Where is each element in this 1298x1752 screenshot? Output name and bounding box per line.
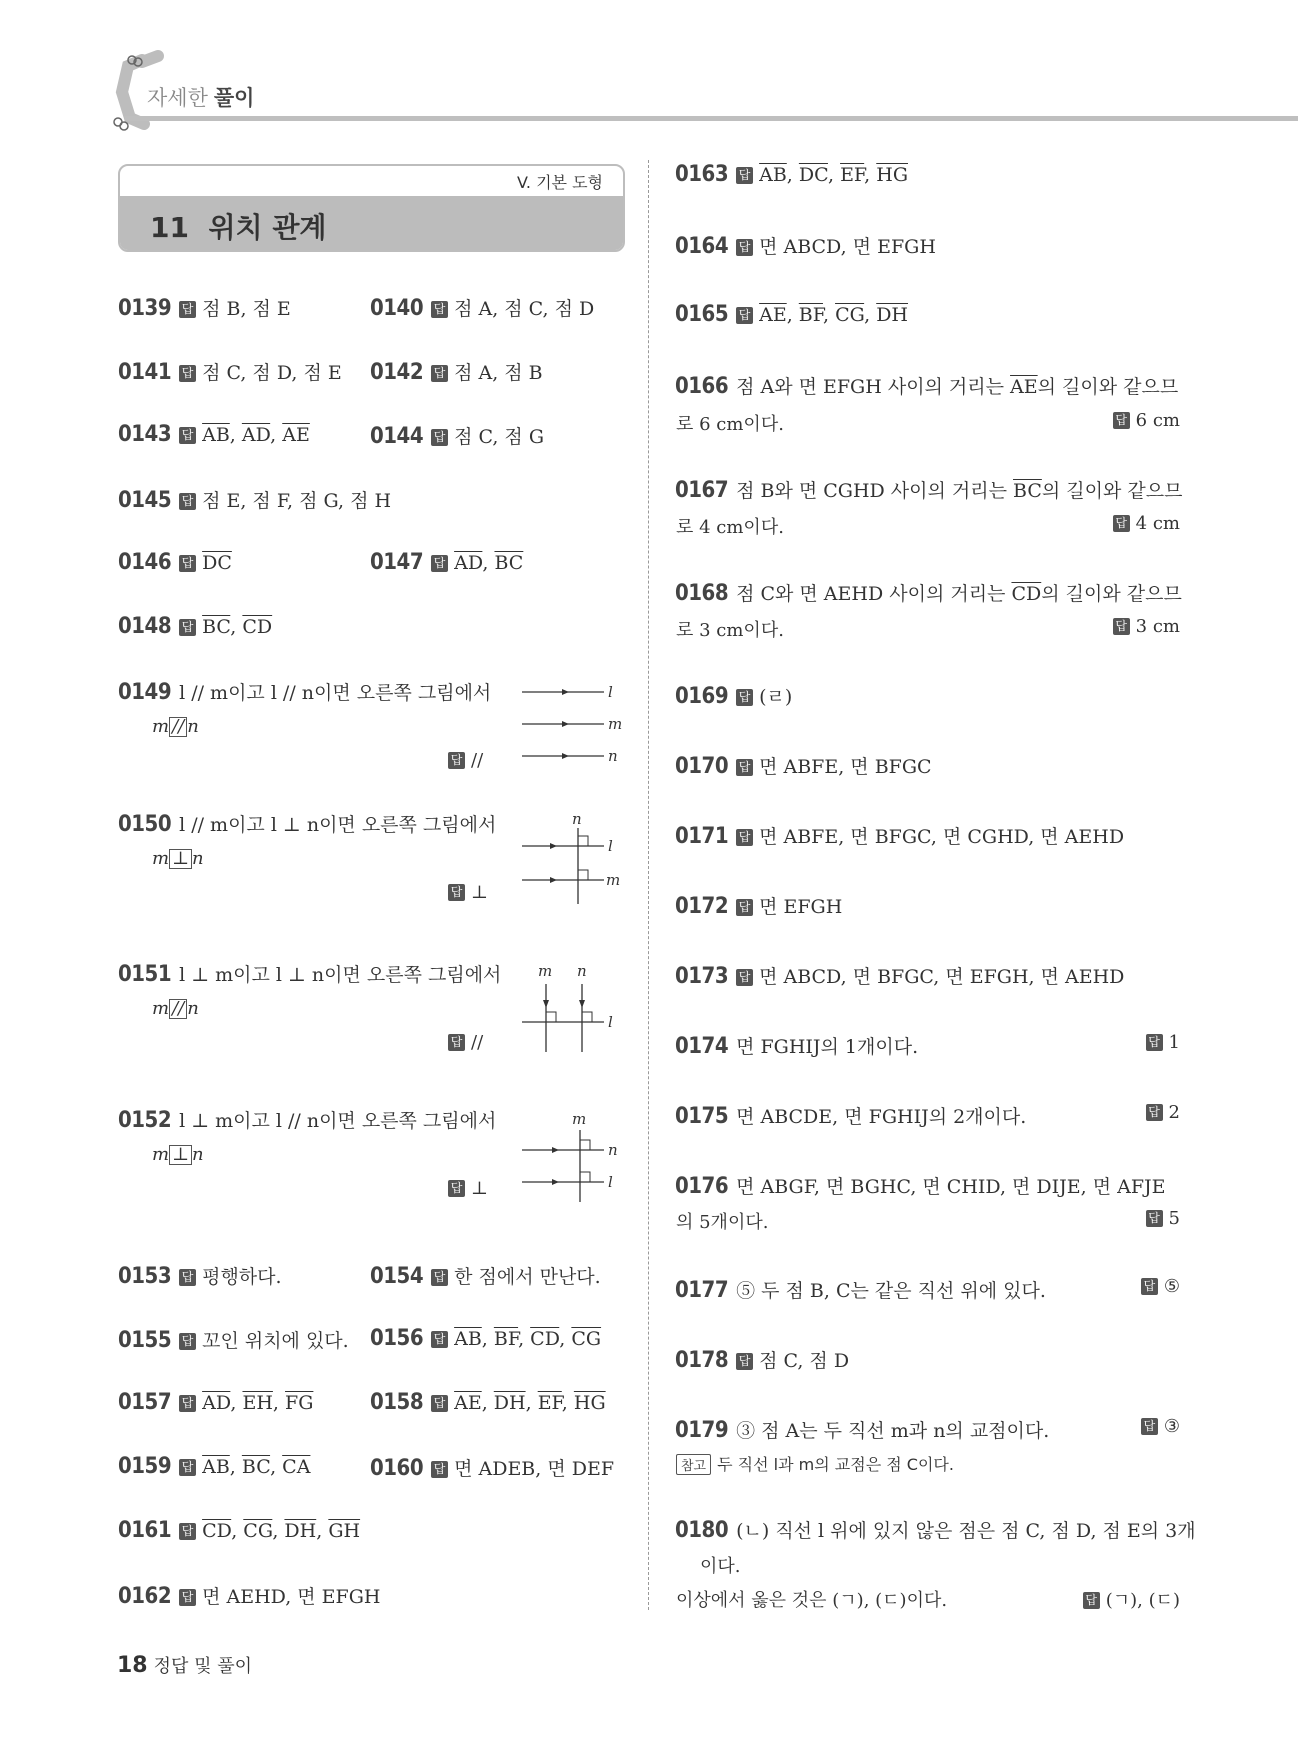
solution-0176-line2: 의 5개이다. <box>676 1212 769 1233</box>
solution-0149-line2: m // n <box>152 716 199 737</box>
answer-0153: 0153 답 평행하다. <box>118 1264 282 1289</box>
answer-0144: 0144 답 점 C, 점 G <box>370 424 544 449</box>
answer-0156: 0156 답 $\overline{AB}$, $\overline{BF}$, $\overline{CD}$, $\overline{CG}$ <box>370 1326 602 1351</box>
answer-0139: 0139 답 점 B, 점 E <box>118 296 291 321</box>
svg-text:m: m <box>606 871 621 889</box>
answer-0158: 0158 답 $\overline{AE}$, $\overline{DH}$, $\overline{EF}$, $\overline{HG}$ <box>370 1390 606 1415</box>
answer-0170: 0170 답 면 ABFE, 면 BFGC <box>675 754 932 779</box>
solution-0167-line2: 로 4 cm이다. <box>676 517 784 538</box>
header-divider <box>125 116 1298 121</box>
solution-0166: 0166 점 A와 면 EFGH 사이의 거리는 $\overline{AE}$의 길이와 같으므 <box>675 374 1179 399</box>
answer-0175: 답 2 <box>1100 1102 1180 1123</box>
answer-0171: 0171 답 면 ABFE, 면 BFGC, 면 CGHD, 면 AEHD <box>675 824 1125 849</box>
footer-label: 정답 및 풀이 <box>153 1656 253 1677</box>
solution-0168: 0168 점 C와 면 AEHD 사이의 거리는 $\overline{CD}$의 길이와 같으므 <box>675 581 1182 606</box>
solution-0174: 0174 면 FGHIJ의 1개이다. <box>675 1034 919 1059</box>
answer-0140: 0140 답 점 A, 점 C, 점 D <box>370 296 595 321</box>
figure-0150 <box>512 812 622 908</box>
solution-0167: 0167 점 B와 면 CGHD 사이의 거리는 $\overline{BC}$의 길이와 같으므 <box>675 478 1183 503</box>
page-header-title: 자세한 풀이 <box>147 86 255 110</box>
chapter-label: V. 기본 도형 <box>517 173 603 192</box>
solution-0168-line2: 로 3 cm이다. <box>676 620 784 641</box>
solution-0152: 0152 l ⊥ m이고 l // n이면 오른쪽 그림에서 <box>118 1108 497 1133</box>
answer-0173: 0173 답 면 ABCD, 면 BFGC, 면 EFGH, 면 AEHD <box>675 964 1125 989</box>
answer-0147: 0147 답 $\overline{AD}$, $\overline{BC}$ <box>370 550 524 575</box>
svg-text:n: n <box>608 1141 618 1159</box>
answer-0177: 답 ⑤ <box>1100 1276 1180 1297</box>
solution-0180: 0180 (ㄴ) 직선 l 위에 있지 않은 점은 점 C, 점 D, 점 E의 3개 <box>675 1518 1196 1543</box>
answer-0179: 답 ③ <box>1100 1416 1180 1437</box>
svg-text:l: l <box>608 1173 613 1191</box>
svg-text:m: m <box>572 1110 587 1128</box>
answer-0143: 0143 답 $\overline{AB}$, $\overline{AD}$, $\overline{AE}$ <box>118 422 310 447</box>
answer-0165: 0165 답 $\overline{AE}$, $\overline{BF}$, $\overline{CG}$, $\overline{DH}$ <box>675 302 909 327</box>
answer-0180: 답 (ㄱ), (ㄷ) <box>1060 1586 1180 1612</box>
answer-0154: 0154 답 한 점에서 만난다. <box>370 1264 601 1289</box>
answer-0164: 0164 답 면 ABCD, 면 EFGH <box>675 234 936 259</box>
answer-0166: 답 6 cm <box>1080 410 1180 431</box>
svg-text:m: m <box>538 962 553 980</box>
solution-0151-line2: m // n <box>152 998 199 1019</box>
answer-0168: 답 3 cm <box>1080 616 1180 637</box>
answer-0148: 0148 답 $\overline{BC}$, $\overline{CD}$ <box>118 614 273 639</box>
solution-0151: 0151 l ⊥ m이고 l ⊥ n이면 오른쪽 그림에서 <box>118 962 502 987</box>
note-0179: 참고 두 직선 l과 m의 교점은 점 C이다. <box>676 1452 954 1475</box>
answer-0160: 0160 답 면 ADEB, 면 DEF <box>370 1456 615 1481</box>
solution-0149: 0149 l // m이고 l // n이면 오른쪽 그림에서 <box>118 680 492 705</box>
answer-0150: 답 ⊥ <box>448 882 488 903</box>
svg-text:l: l <box>608 837 613 855</box>
solution-0175: 0175 면 ABCDE, 면 FGHIJ의 2개이다. <box>675 1104 1027 1129</box>
svg-text:m: m <box>608 715 622 733</box>
answer-0159: 0159 답 $\overline{AB}$, $\overline{BC}$, $\overline{CA}$ <box>118 1454 311 1479</box>
page-footer <box>117 1652 252 1678</box>
answer-0162: 0162 답 면 AEHD, 면 EFGH <box>118 1584 381 1609</box>
solution-0150-line2: m ⊥ n <box>152 848 204 869</box>
answer-0176: 답 5 <box>1100 1208 1180 1229</box>
answer-0142: 0142 답 점 A, 점 B <box>370 360 543 385</box>
answer-0167: 답 4 cm <box>1080 513 1180 534</box>
svg-text:l: l <box>608 1013 613 1031</box>
solution-0180-line2: 이다. <box>700 1556 741 1577</box>
figure-0149 <box>512 680 622 770</box>
figure-0151 <box>512 962 622 1058</box>
figure-0152 <box>512 1108 622 1204</box>
answer-0155: 0155 답 꼬인 위치에 있다. <box>118 1328 349 1353</box>
answer-0174: 답 1 <box>1100 1032 1180 1053</box>
svg-text:n: n <box>577 962 587 980</box>
section-heading <box>118 164 625 252</box>
solution-0179: 0179 ③ 점 A는 두 직선 m과 n의 교점이다. <box>675 1418 1050 1443</box>
answer-0163: 0163 답 $\overline{AB}$, $\overline{DC}$, $\overline{EF}$, $\overline{HG}$ <box>675 162 908 187</box>
solution-0180-line3: 이상에서 옳은 것은 (ㄱ), (ㄷ)이다. <box>676 1590 948 1611</box>
answer-0161: 0161 답 $\overline{CD}$, $\overline{CG}$, $\overline{DH}$, $\overline{GH}$ <box>118 1518 361 1543</box>
solution-0177: 0177 ⑤ 두 점 B, C는 같은 직선 위에 있다. <box>675 1278 1046 1303</box>
answer-0169: 0169 답 (ㄹ) <box>675 684 793 709</box>
answer-0152: 답 ⊥ <box>448 1178 488 1199</box>
answer-0145: 0145 답 점 E, 점 F, 점 G, 점 H <box>118 488 392 513</box>
column-divider <box>648 160 649 1610</box>
svg-text:n: n <box>608 747 618 765</box>
answer-0151: 답 // <box>448 1032 483 1053</box>
answer-0178: 0178 답 점 C, 점 D <box>675 1348 850 1373</box>
answer-0172: 0172 답 면 EFGH <box>675 894 843 919</box>
svg-text:n: n <box>572 812 582 828</box>
solution-0166-line2: 로 6 cm이다. <box>676 414 784 435</box>
solution-0150: 0150 l // m이고 l ⊥ n이면 오른쪽 그림에서 <box>118 812 497 837</box>
solution-0176: 0176 면 ABGF, 면 BGHC, 면 CHID, 면 DIJE, 면 AFJE <box>675 1174 1166 1199</box>
svg-text:l: l <box>608 683 613 701</box>
answer-0157: 0157 답 $\overline{AD}$, $\overline{EH}$, $\overline{FG}$ <box>118 1390 314 1415</box>
answer-0141: 0141 답 점 C, 점 D, 점 E <box>118 360 342 385</box>
solution-0152-line2: m ⊥ n <box>152 1144 204 1165</box>
section-title: 11 위치 관계 <box>150 211 327 244</box>
page-number: 18 <box>117 1653 148 1678</box>
answer-0146: 0146 답 $\overline{DC}$ <box>118 550 232 575</box>
answer-0149: 답 // <box>448 750 483 771</box>
